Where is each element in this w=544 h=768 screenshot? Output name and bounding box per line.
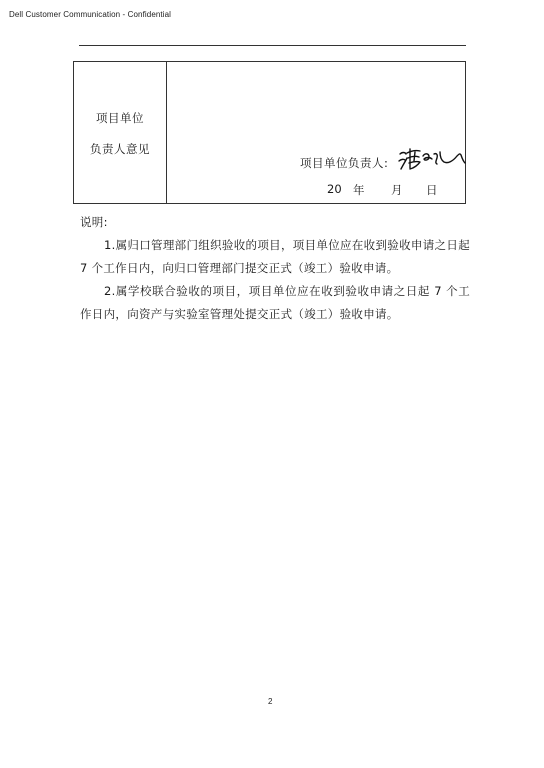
opinion-label-line1: 项目单位 [96,111,144,125]
page-number: 2 [268,697,273,706]
signatory-label: 项目单位负责人: [300,156,389,170]
top-divider-line [79,45,466,46]
notes-item-2: 2.属学校联合验收的项目，项目单位应在收到验收申请之日起 7 个工作日内，向资产与实验室管理处提交正式（竣工）验收申请。 [80,284,470,321]
date-year-label: 年 [353,183,365,197]
table-column-divider [166,62,167,203]
opinion-table [73,61,466,204]
notes-title: 说明: [80,215,108,229]
date-year-prefix: 20 [327,182,342,196]
opinion-label-line2: 负责人意见 [90,142,150,156]
opinion-label-cell [74,62,166,203]
notes-section [80,211,470,326]
handwritten-signature [397,144,467,172]
date-day-label: 日 [426,183,438,197]
notes-item-1: 1.属归口管理部门组织验收的项目，项目单位应在收到验收申请之日起 7 个工作日内，向归口管理部门提交正式（竣工）验收申请。 [80,238,470,275]
date-month-label: 月 [391,183,403,197]
confidentiality-header: Dell Customer Communication - Confidential [9,10,172,19]
